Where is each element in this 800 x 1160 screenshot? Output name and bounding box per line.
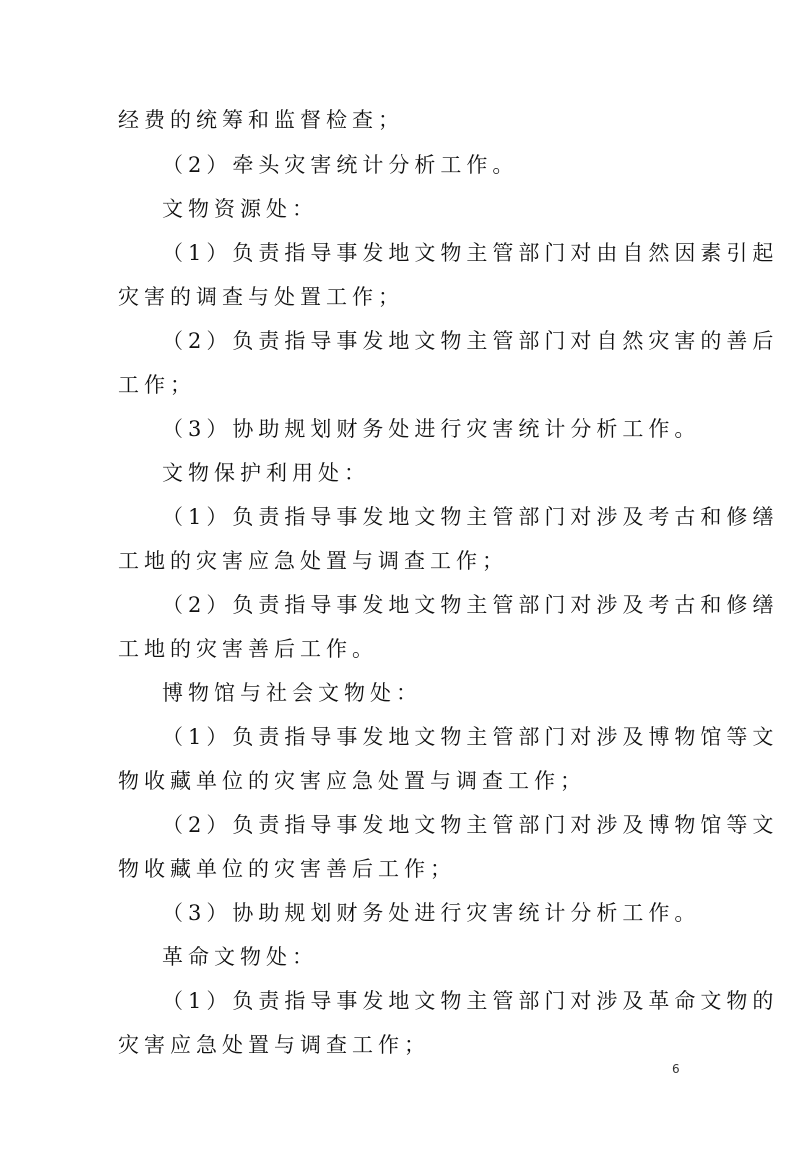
section-heading: 革命文物处： (162, 945, 318, 969)
text-line: 工地的灾害善后工作。 (118, 637, 378, 661)
text-line: 物收藏单位的灾害善后工作； (118, 857, 456, 881)
text-line: （2）负责指导事发地文物主管部门对自然灾害的善后 (162, 329, 779, 353)
text-line: （3）协助规划财务处进行灾害统计分析工作。 (162, 417, 701, 441)
text-line: （2）负责指导事发地文物主管部门对涉及考古和修缮 (162, 593, 779, 617)
section-heading: 文物保护利用处： (162, 461, 370, 485)
text-line: 物收藏单位的灾害应急处置与调查工作； (118, 769, 586, 793)
text-line: 灾害应急处置与调查工作； (118, 1033, 430, 1057)
text-line: 工地的灾害应急处置与调查工作； (118, 549, 508, 573)
page-number: 6 (672, 1062, 680, 1076)
text-line: （1）负责指导事发地文物主管部门对涉及博物馆等文 (162, 725, 779, 749)
text-line: （2）负责指导事发地文物主管部门对涉及博物馆等文 (162, 813, 779, 837)
section-heading: 博物馆与社会文物处： (162, 681, 422, 705)
text-line: （2）牵头灾害统计分析工作。 (162, 153, 519, 177)
text-line: 灾害的调查与处置工作； (118, 285, 404, 309)
text-line: 工作； (118, 373, 196, 397)
text-line: （1）负责指导事发地文物主管部门对由自然因素引起 (162, 241, 779, 265)
text-line: （3）协助规划财务处进行灾害统计分析工作。 (162, 901, 701, 925)
section-heading: 文物资源处： (162, 197, 318, 221)
text-line: （1）负责指导事发地文物主管部门对涉及革命文物的 (162, 989, 779, 1013)
text-line: （1）负责指导事发地文物主管部门对涉及考古和修缮 (162, 505, 779, 529)
text-line: 经费的统筹和监督检查； (118, 108, 404, 132)
